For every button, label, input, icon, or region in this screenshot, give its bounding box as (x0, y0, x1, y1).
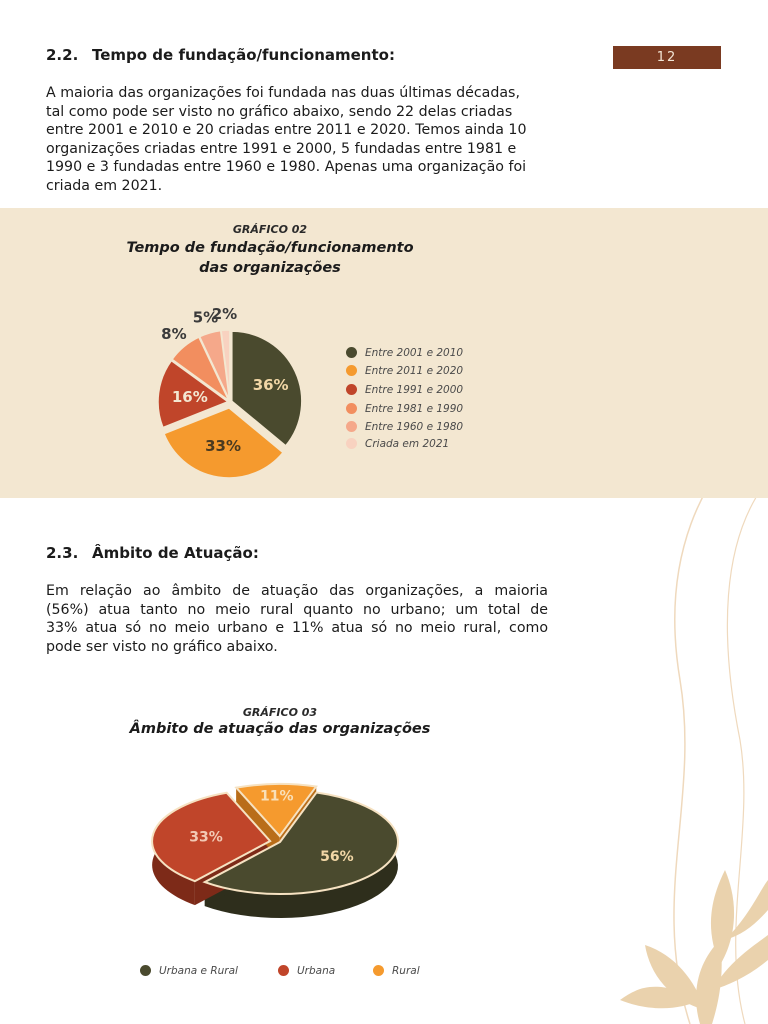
legend-item (346, 384, 463, 396)
legend-swatch (346, 365, 357, 376)
chart-02-title (100, 238, 440, 278)
pie-data-label: 33% (205, 436, 241, 455)
chart-03-label: GRÁFICO 03 (242, 706, 318, 719)
chart-03-pie-3d (150, 780, 410, 930)
pie-data-label: 11% (260, 788, 294, 805)
pie-data-label: 16% (171, 387, 208, 406)
legend-swatch (140, 965, 151, 976)
pie-data-label: 33% (189, 829, 223, 846)
legend-label: Entre 1960 e 1980 (365, 421, 464, 433)
section-2-2-paragraph (46, 84, 556, 196)
pie-data-label: 8% (161, 325, 187, 344)
chart-02-pie (130, 300, 330, 490)
legend-label: Urbana (297, 965, 336, 977)
paragraph-line: Em relação ao âmbito de atuação das organizações, a maioria (46, 583, 548, 599)
paragraph-line: 1990 e 3 fundadas entre 1960 e 1980. Apenas uma organização foi (46, 159, 527, 176)
section-number: 2.3. (46, 544, 79, 562)
pie-data-label: 36% (252, 375, 289, 394)
legend-swatch (278, 965, 289, 976)
legend-label: Entre 1991 e 2000 (365, 384, 464, 396)
legend-item (346, 365, 463, 377)
legend-item (140, 965, 238, 977)
chart-03-title: Âmbito de atuação das organizações (129, 721, 431, 737)
section-number: 2.2. (46, 46, 79, 64)
legend-swatch (373, 965, 384, 976)
chart-02-label: GRÁFICO 02 (232, 223, 308, 236)
section-heading-2-3 (46, 544, 259, 562)
legend-label: Urbana e Rural (159, 965, 238, 977)
legend-label: Criada em 2021 (365, 438, 450, 450)
section-title: Âmbito de Atuação: (92, 544, 259, 562)
legend-label: Entre 2001 e 2010 (365, 347, 464, 359)
paragraph-line: A maioria das organizações foi fundada nas duas últimas décadas, (46, 85, 520, 101)
section-2-3-paragraph (46, 582, 548, 656)
legend-label: Entre 1981 e 1990 (365, 403, 464, 415)
pie-data-label: 56% (320, 848, 354, 865)
section-title: Tempo de fundação/funcionamento: (92, 46, 395, 64)
paragraph-line: organizações criadas entre 1991 e 2000, 5 fundadas entre 1981 e (46, 140, 517, 157)
legend-item (346, 438, 449, 450)
legend-label: Entre 2011 e 2020 (365, 365, 464, 377)
paragraph-line: tal como pode ser visto no gráfico abaixo, sendo 22 delas criadas (46, 103, 513, 120)
legend-item (373, 965, 420, 977)
section-heading-2-2 (46, 46, 395, 64)
legend-item (278, 965, 335, 977)
paragraph-line: entre 2001 e 2010 e 20 criadas entre 2011 e 2020. Temos ainda 10 (46, 122, 527, 139)
legend-swatch (346, 421, 357, 432)
chart-02-title-line: das organizações (199, 260, 341, 276)
legend-swatch (346, 384, 357, 395)
legend-label: Rural (392, 965, 420, 977)
pie-data-label: 2% (211, 305, 238, 324)
pie-data-label: 5% (192, 308, 219, 327)
legend-item (346, 347, 463, 359)
legend-item (346, 403, 463, 415)
page-number-badge: 12 (613, 46, 721, 69)
paragraph-line: (56%) atua tanto no meio rural quanto no urbano; um total de (46, 601, 548, 618)
legend-swatch (346, 347, 357, 358)
paragraph-line: pode ser visto no gráfico abaixo. (46, 638, 278, 655)
legend-swatch (346, 438, 357, 449)
paragraph-line: 33% atua só no meio urbano e 11% atua só no meio rural, como (46, 620, 548, 637)
legend-item (346, 421, 463, 433)
chart-02-title-line: Tempo de fundação/funcionamento (126, 240, 414, 256)
legend-swatch (346, 403, 357, 414)
paragraph-line: criada em 2021. (46, 177, 163, 194)
